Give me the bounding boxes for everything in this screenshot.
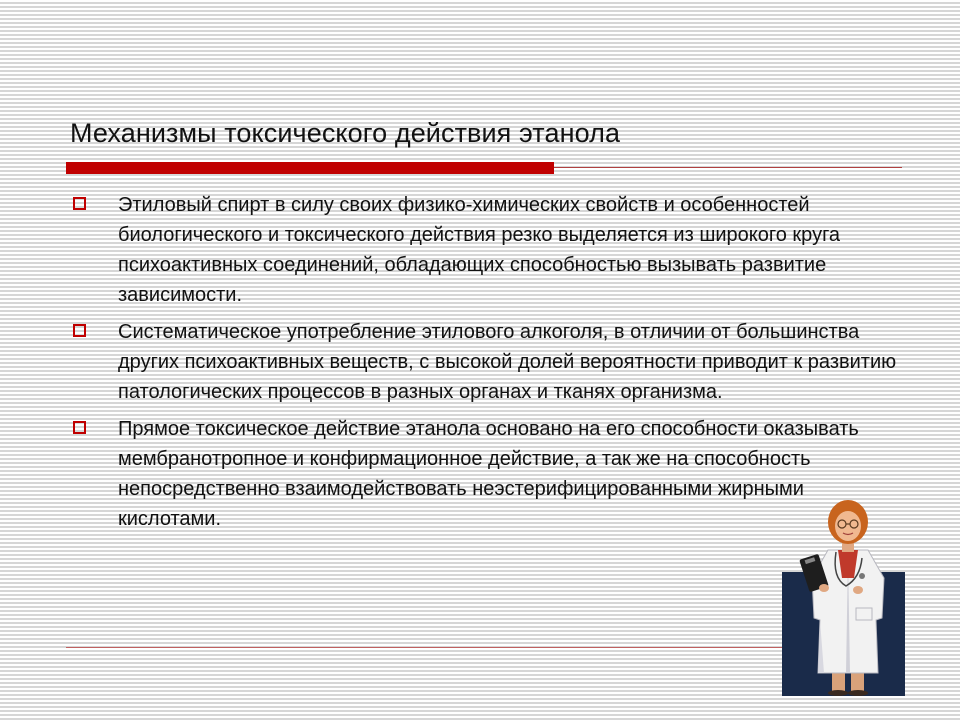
title-underline-accent	[66, 162, 554, 174]
doctor-icon	[798, 498, 898, 696]
title-underline	[66, 162, 902, 174]
square-bullet-icon	[73, 324, 86, 337]
bottom-divider	[66, 647, 806, 648]
square-bullet-icon	[73, 421, 86, 434]
bullet-text: Систематическое употребление этилового алкоголя, в отличии от большинства других психоактивных веществ, с высокой долей вероятности приводит к развитию патологических процессов в разных органах и тканях организма.	[118, 321, 897, 403]
slide-title: Механизмы токсического действия этанола	[70, 118, 621, 148]
bullet-item	[70, 414, 900, 534]
bullet-item	[70, 190, 900, 310]
bullet-text: Прямое токсическое действие этанола основано на его способности оказывать мембранотропное и конфирмационное действие, а так же на способность непосредственно взаимодействовать неэстерифицированными жирными кислотами.	[118, 418, 859, 530]
bullet-text: Этиловый спирт в силу своих физико-химических свойств и особенностей биологического и токсического действия резко выделяется из широкого круга психоактивных соединений, обладающих способностью вызывать развитие зависимости.	[118, 194, 841, 306]
square-bullet-icon	[73, 197, 86, 210]
bullet-item	[70, 317, 900, 407]
bullet-list	[70, 190, 900, 541]
